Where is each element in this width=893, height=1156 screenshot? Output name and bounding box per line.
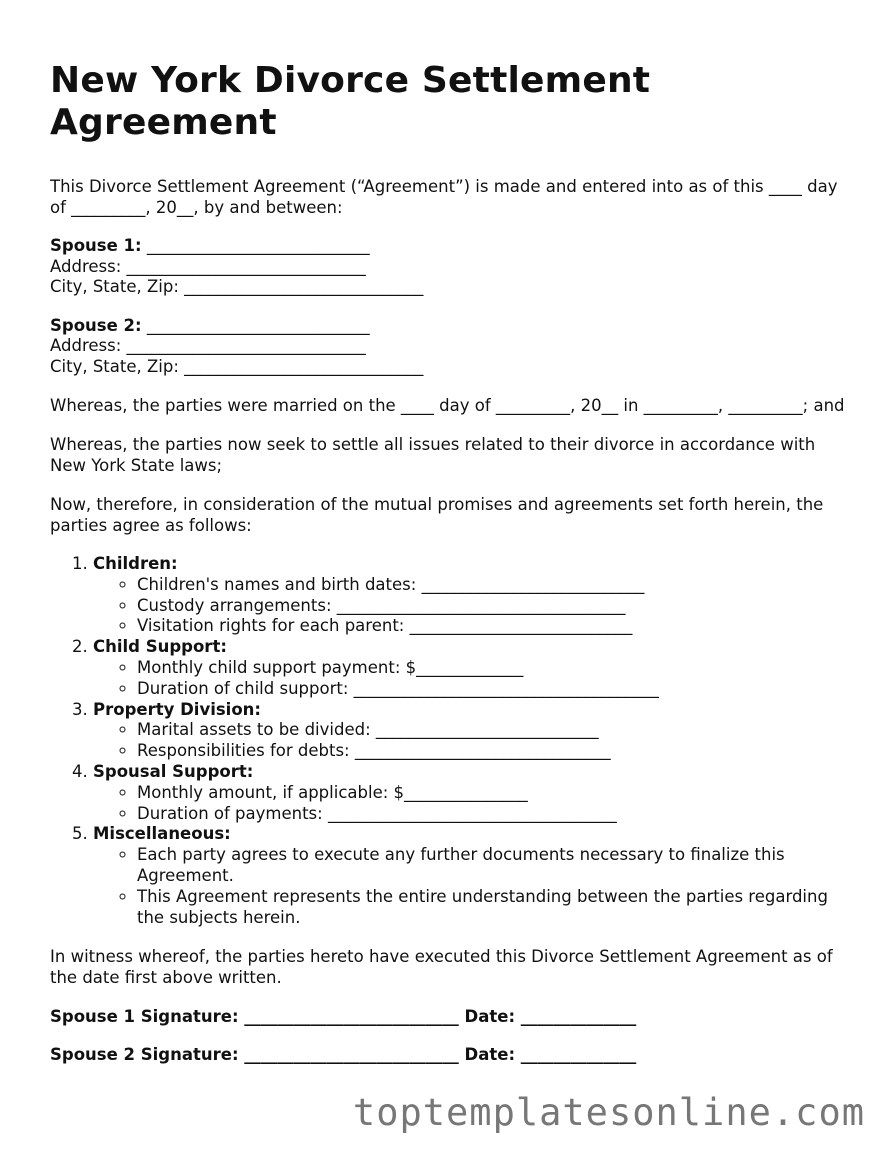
spouse-1-signature-line: Spouse 1 Signature: __________________________ Date: ______________	[50, 1007, 637, 1027]
witness-paragraph: In witness whereof, the parties hereto have executed this Divorce Settlement Agreement as of the date first above written.	[50, 947, 833, 988]
spouse-2-signature-line: Spouse 2 Signature: __________________________ Date: ______________	[50, 1045, 637, 1065]
spouse-1-name-blank: ___________________________	[141, 236, 370, 255]
document-page	[50, 60, 850, 1082]
sub-list	[93, 845, 850, 928]
list-item: ◦ Marital assets to be divided: ___________________________	[137, 720, 850, 741]
list-item: ◦ Duration of child support: _____________________________________	[137, 679, 850, 700]
sub-list	[93, 658, 850, 700]
list-item: ◦ Monthly child support payment: $_____________	[137, 658, 850, 679]
list-item: ◦ Responsibilities for debts: _______________________________	[137, 741, 850, 762]
section-title: Property Division:	[93, 699, 262, 719]
section-title: Spousal Support:	[93, 761, 254, 781]
document-title: New York Divorce Settlement Agreement	[50, 60, 651, 143]
list-item: ◦ Custody arrangements: ___________________________________	[137, 596, 850, 617]
list-item: ◦ Children's names and birth dates: ___________________________	[137, 575, 850, 596]
section-child-support	[93, 637, 850, 699]
section-property-division	[93, 700, 850, 762]
list-item: ◦ Duration of payments: ___________________________________	[137, 804, 850, 825]
sub-list	[93, 575, 850, 637]
sub-list	[93, 720, 850, 762]
section-title: Miscellaneous:	[93, 824, 231, 844]
list-item: ◦ This Agreement represents the entire understanding between the parties regarding the subjects herein.	[137, 887, 850, 929]
section-miscellaneous	[93, 824, 850, 928]
list-item: ◦ Visitation rights for each parent: ___________________________	[137, 616, 850, 637]
section-title: Children:	[93, 554, 178, 573]
watermark: toptemplatesonline.com	[352, 1091, 865, 1134]
spouse-1-block	[50, 236, 850, 298]
spouse-2-city-line: City, State, Zip: _____________________________	[50, 356, 424, 376]
section-children	[93, 554, 850, 637]
spouse-2-label: Spouse 2:	[50, 315, 142, 335]
spouse-1-name-line	[50, 236, 850, 257]
spouse-1-address-line: Address: _____________________________	[50, 256, 366, 276]
spouse-1-city-line: City, State, Zip: _____________________________	[50, 277, 424, 296]
whereas-married-paragraph: Whereas, the parties were married on the ____ day of _________, 20__ in _________, _________; and	[50, 396, 845, 415]
section-title: Child Support:	[93, 637, 227, 657]
now-therefore-paragraph: Now, therefore, in consideration of the mutual promises and agreements set forth herein, the parties agree as follows:	[50, 495, 824, 535]
intro-paragraph: This Divorce Settlement Agreement (“Agreement”) is made and entered into as of this ____ day of _________, 20__, by and between:	[50, 177, 838, 217]
spouse-2-address-line: Address: _____________________________	[50, 336, 366, 355]
section-spousal-support	[93, 762, 850, 824]
terms-list	[50, 554, 850, 928]
spouse-1-label: Spouse 1:	[50, 236, 142, 255]
sub-list	[93, 783, 850, 825]
list-item: ◦ Each party agrees to execute any further documents necessary to finalize this Agreement.	[137, 845, 850, 887]
spouse-2-name-line	[50, 316, 850, 337]
spouse-2-name-blank: ___________________________	[141, 315, 370, 335]
list-item: ◦ Monthly amount, if applicable: $_______________	[137, 783, 850, 804]
spouse-2-block	[50, 316, 850, 378]
whereas-settle-paragraph: Whereas, the parties now seek to settle all issues related to their divorce in accordance with New York State laws;	[50, 435, 816, 475]
